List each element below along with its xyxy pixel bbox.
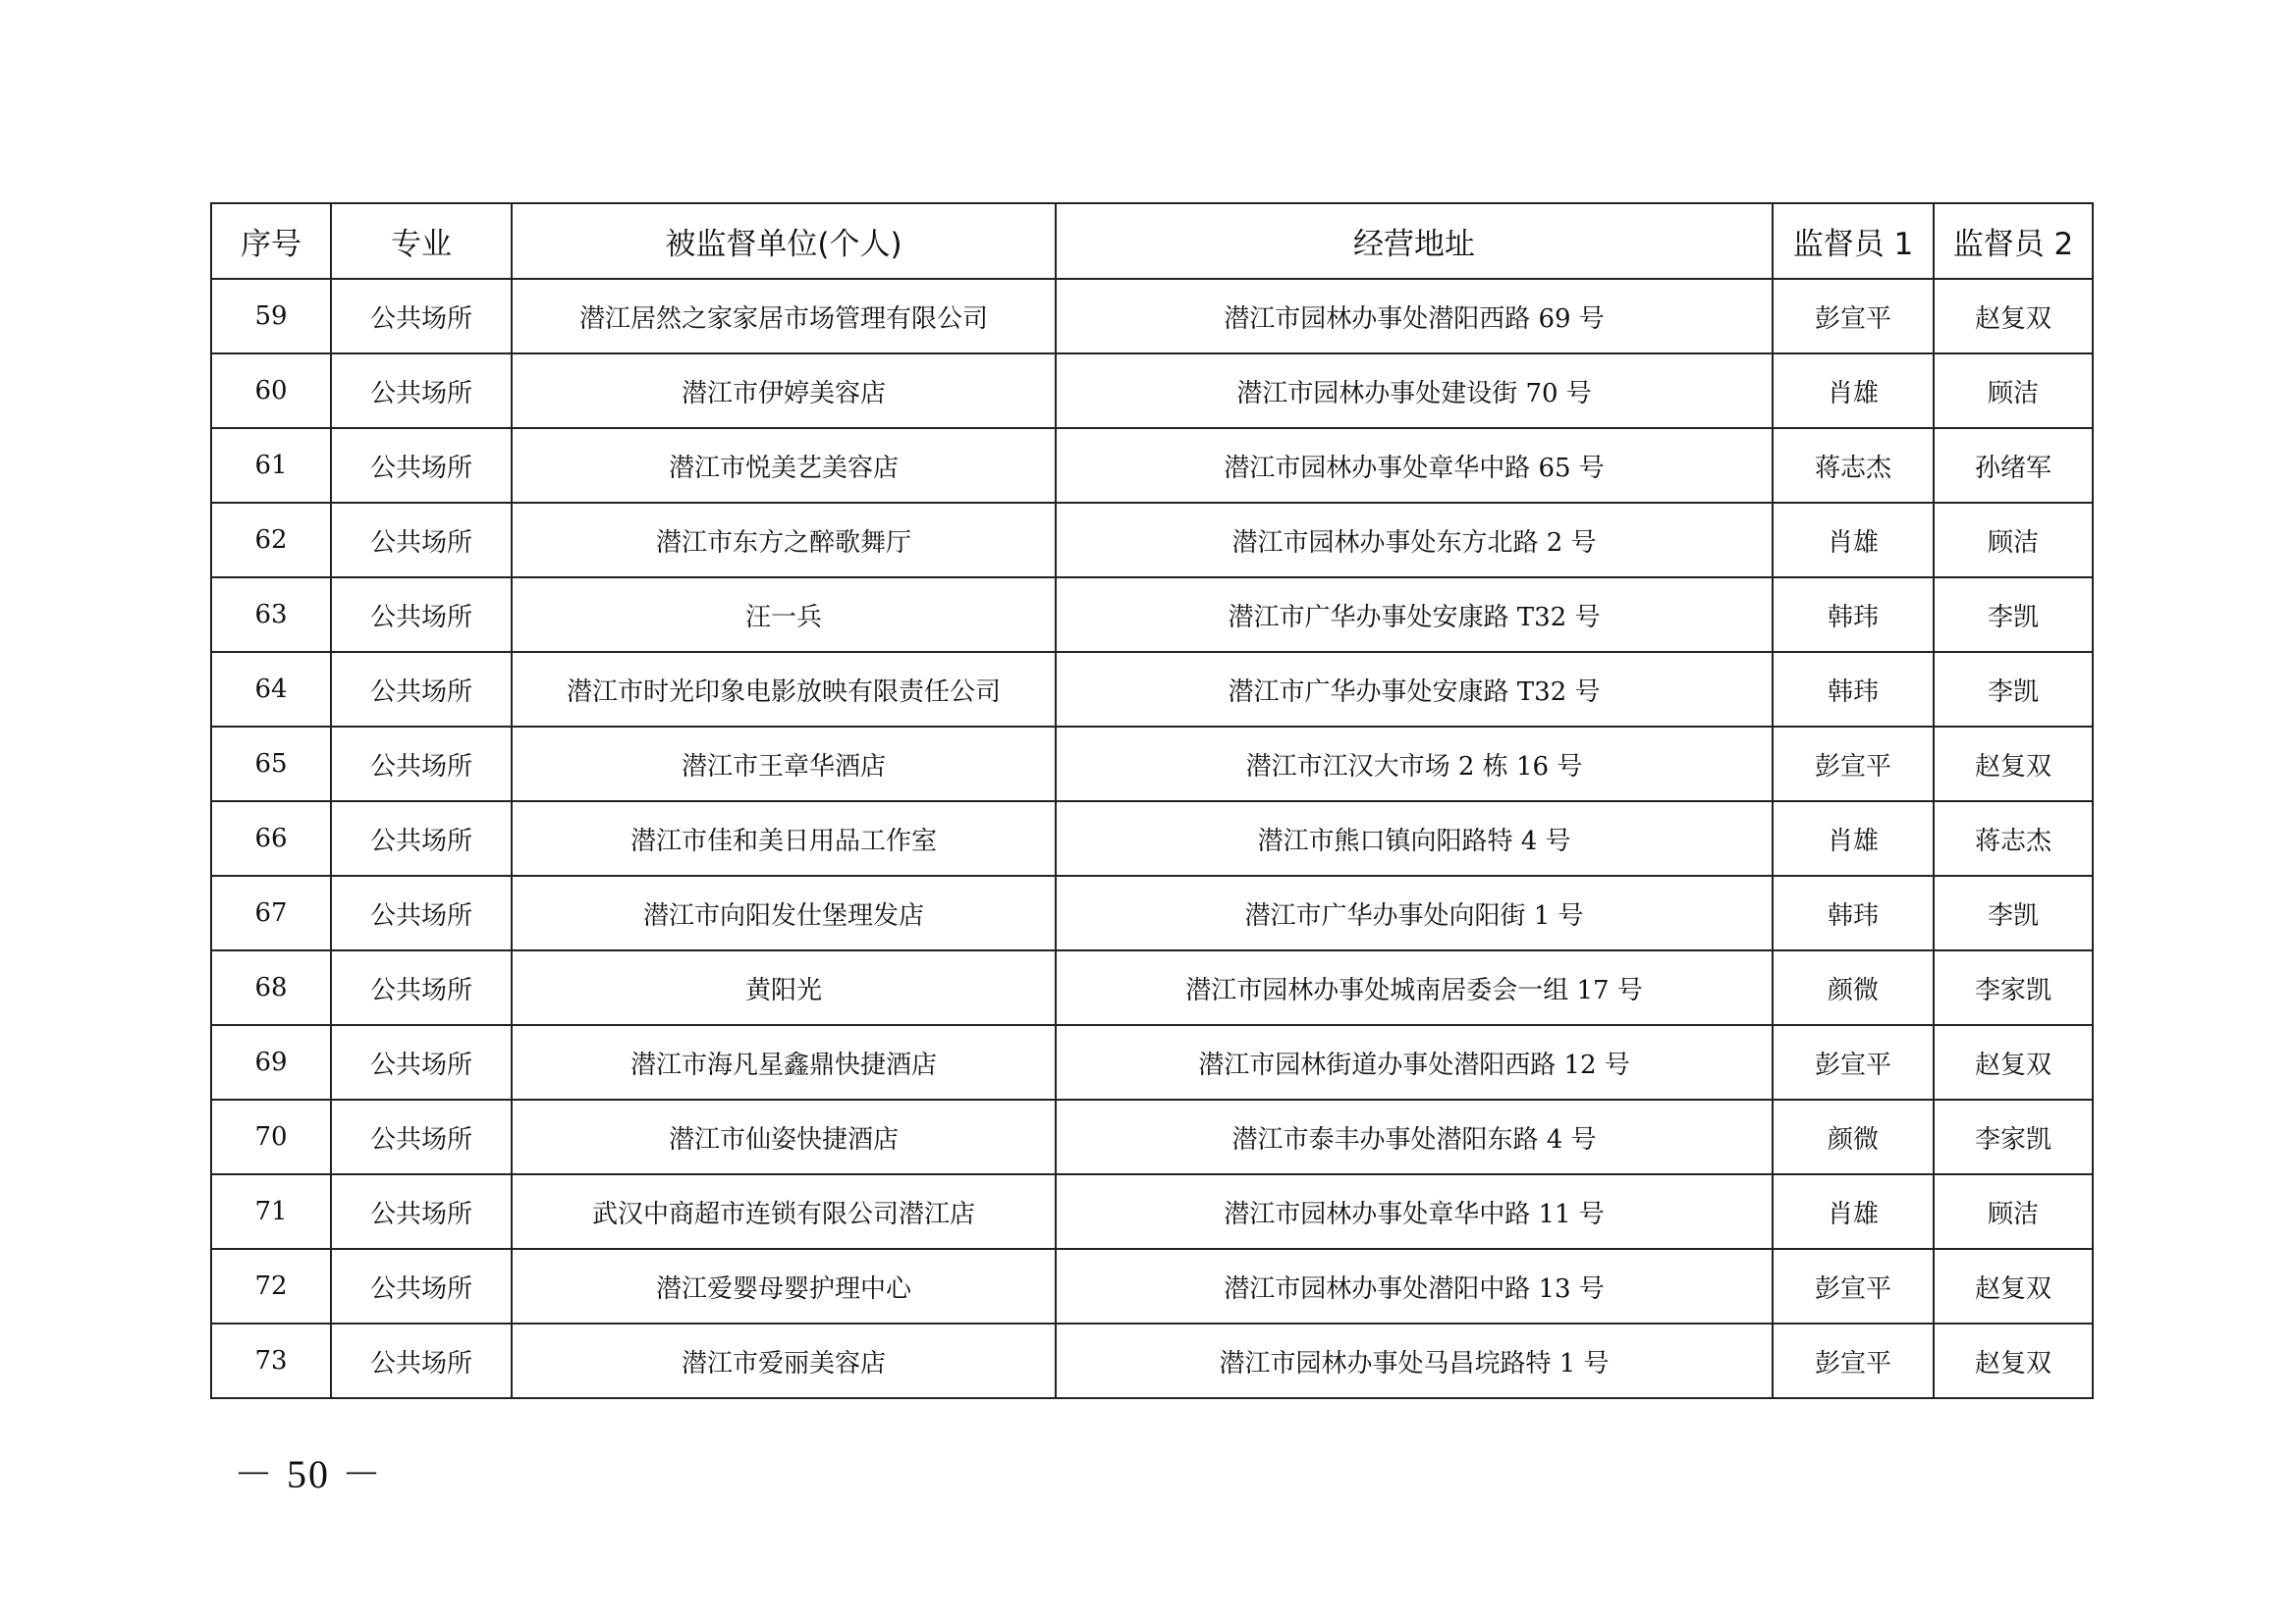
cell-index: 71: [211, 1174, 331, 1249]
cell-unit: 潜江市爱丽美容店: [512, 1324, 1056, 1398]
cell-address: 潜江市园林办事处城南居委会一组 17 号: [1056, 950, 1773, 1025]
cell-index: 62: [211, 503, 331, 577]
cell-supervisor-2: 赵复双: [1934, 1249, 2093, 1324]
cell-supervisor-1: 韩玮: [1773, 876, 1934, 950]
cell-address: 潜江市园林办事处建设街 70 号: [1056, 353, 1773, 428]
cell-supervisor-1: 韩玮: [1773, 652, 1934, 727]
cell-index: 73: [211, 1324, 331, 1398]
cell-unit: 黄阳光: [512, 950, 1056, 1025]
cell-index: 69: [211, 1025, 331, 1100]
cell-supervisor-2: 赵复双: [1934, 1324, 2093, 1398]
header-supervised-unit: 被监督单位(个人): [512, 203, 1056, 279]
cell-address: 潜江市熊口镇向阳路特 4 号: [1056, 801, 1773, 876]
table-row: [211, 1174, 2093, 1249]
cell-specialty: 公共场所: [331, 1025, 512, 1100]
cell-index: 60: [211, 353, 331, 428]
cell-address: 潜江市园林办事处章华中路 11 号: [1056, 1174, 1773, 1249]
cell-specialty: 公共场所: [331, 801, 512, 876]
cell-address: 潜江市园林办事处潜阳中路 13 号: [1056, 1249, 1773, 1324]
cell-supervisor-1: 彭宣平: [1773, 727, 1934, 801]
table-row: [211, 279, 2093, 353]
cell-specialty: 公共场所: [331, 428, 512, 503]
cell-unit: 潜江市时光印象电影放映有限责任公司: [512, 652, 1056, 727]
cell-supervisor-1: 颜微: [1773, 1100, 1934, 1174]
cell-supervisor-1: 韩玮: [1773, 577, 1934, 652]
cell-index: 68: [211, 950, 331, 1025]
cell-unit: 潜江市仙姿快捷酒店: [512, 1100, 1056, 1174]
cell-unit: 潜江市伊婷美容店: [512, 353, 1056, 428]
cell-supervisor-2: 蒋志杰: [1934, 801, 2093, 876]
cell-unit: 武汉中商超市连锁有限公司潜江店: [512, 1174, 1056, 1249]
cell-supervisor-1: 颜微: [1773, 950, 1934, 1025]
cell-supervisor-1: 肖雄: [1773, 801, 1934, 876]
cell-unit: 潜江市悦美艺美容店: [512, 428, 1056, 503]
cell-unit: 潜江爱婴母婴护理中心: [512, 1249, 1056, 1324]
cell-index: 65: [211, 727, 331, 801]
cell-supervisor-2: 李家凯: [1934, 1100, 2093, 1174]
header-business-address: 经营地址: [1056, 203, 1773, 279]
cell-supervisor-2: 赵复双: [1934, 279, 2093, 353]
table-row: [211, 1025, 2093, 1100]
cell-address: 潜江市江汉大市场 2 栋 16 号: [1056, 727, 1773, 801]
table-row: [211, 876, 2093, 950]
cell-supervisor-1: 肖雄: [1773, 353, 1934, 428]
cell-specialty: 公共场所: [331, 950, 512, 1025]
cell-unit: 潜江市向阳发仕堡理发店: [512, 876, 1056, 950]
cell-supervisor-2: 顾洁: [1934, 1174, 2093, 1249]
cell-address: 潜江市园林街道办事处潜阳西路 12 号: [1056, 1025, 1773, 1100]
cell-supervisor-2: 顾洁: [1934, 503, 2093, 577]
table-row: [211, 428, 2093, 503]
cell-index: 61: [211, 428, 331, 503]
cell-address: 潜江市广华办事处安康路 T32 号: [1056, 652, 1773, 727]
cell-index: 64: [211, 652, 331, 727]
table-row: [211, 1100, 2093, 1174]
cell-specialty: 公共场所: [331, 503, 512, 577]
supervision-table: [210, 202, 2094, 1399]
cell-supervisor-2: 李凯: [1934, 876, 2093, 950]
table-row: [211, 1249, 2093, 1324]
cell-specialty: 公共场所: [331, 652, 512, 727]
cell-unit: 潜江居然之家家居市场管理有限公司: [512, 279, 1056, 353]
table-header-row: [211, 203, 2093, 279]
cell-unit: 潜江市海凡星鑫鼎快捷酒店: [512, 1025, 1056, 1100]
cell-supervisor-1: 彭宣平: [1773, 1324, 1934, 1398]
table-row: [211, 801, 2093, 876]
cell-address: 潜江市园林办事处马昌垸路特 1 号: [1056, 1324, 1773, 1398]
table-row: [211, 727, 2093, 801]
header-index: 序号: [211, 203, 331, 279]
cell-address: 潜江市广华办事处安康路 T32 号: [1056, 577, 1773, 652]
cell-address: 潜江市广华办事处向阳街 1 号: [1056, 876, 1773, 950]
table-row: [211, 503, 2093, 577]
cell-specialty: 公共场所: [331, 1174, 512, 1249]
table-row: [211, 353, 2093, 428]
cell-unit: 潜江市佳和美日用品工作室: [512, 801, 1056, 876]
cell-supervisor-1: 彭宣平: [1773, 279, 1934, 353]
table-row: [211, 652, 2093, 727]
cell-supervisor-1: 彭宣平: [1773, 1249, 1934, 1324]
cell-unit: 潜江市东方之醉歌舞厅: [512, 503, 1056, 577]
cell-specialty: 公共场所: [331, 279, 512, 353]
cell-supervisor-2: 赵复双: [1934, 1025, 2093, 1100]
cell-supervisor-1: 肖雄: [1773, 503, 1934, 577]
cell-unit: 汪一兵: [512, 577, 1056, 652]
cell-index: 63: [211, 577, 331, 652]
table-row: [211, 577, 2093, 652]
cell-specialty: 公共场所: [331, 353, 512, 428]
cell-supervisor-1: 肖雄: [1773, 1174, 1934, 1249]
cell-specialty: 公共场所: [331, 577, 512, 652]
cell-index: 59: [211, 279, 331, 353]
cell-supervisor-1: 蒋志杰: [1773, 428, 1934, 503]
cell-supervisor-2: 李家凯: [1934, 950, 2093, 1025]
cell-address: 潜江市泰丰办事处潜阳东路 4 号: [1056, 1100, 1773, 1174]
cell-index: 66: [211, 801, 331, 876]
header-supervisor-1: 监督员 1: [1773, 203, 1934, 279]
cell-specialty: 公共场所: [331, 876, 512, 950]
header-specialty: 专业: [331, 203, 512, 279]
cell-address: 潜江市园林办事处东方北路 2 号: [1056, 503, 1773, 577]
cell-supervisor-2: 李凯: [1934, 577, 2093, 652]
table-row: [211, 950, 2093, 1025]
cell-supervisor-1: 彭宣平: [1773, 1025, 1934, 1100]
cell-address: 潜江市园林办事处章华中路 65 号: [1056, 428, 1773, 503]
cell-supervisor-2: 李凯: [1934, 652, 2093, 727]
table-row: [211, 1324, 2093, 1398]
cell-specialty: 公共场所: [331, 1249, 512, 1324]
cell-specialty: 公共场所: [331, 727, 512, 801]
cell-index: 70: [211, 1100, 331, 1174]
header-supervisor-2: 监督员 2: [1934, 203, 2093, 279]
cell-supervisor-2: 赵复双: [1934, 727, 2093, 801]
cell-supervisor-2: 孙绪军: [1934, 428, 2093, 503]
cell-address: 潜江市园林办事处潜阳西路 69 号: [1056, 279, 1773, 353]
cell-index: 72: [211, 1249, 331, 1324]
cell-supervisor-2: 顾洁: [1934, 353, 2093, 428]
cell-index: 67: [211, 876, 331, 950]
cell-specialty: 公共场所: [331, 1324, 512, 1398]
page-number: － 50 －: [234, 1452, 383, 1496]
cell-specialty: 公共场所: [331, 1100, 512, 1174]
cell-unit: 潜江市王章华酒店: [512, 727, 1056, 801]
